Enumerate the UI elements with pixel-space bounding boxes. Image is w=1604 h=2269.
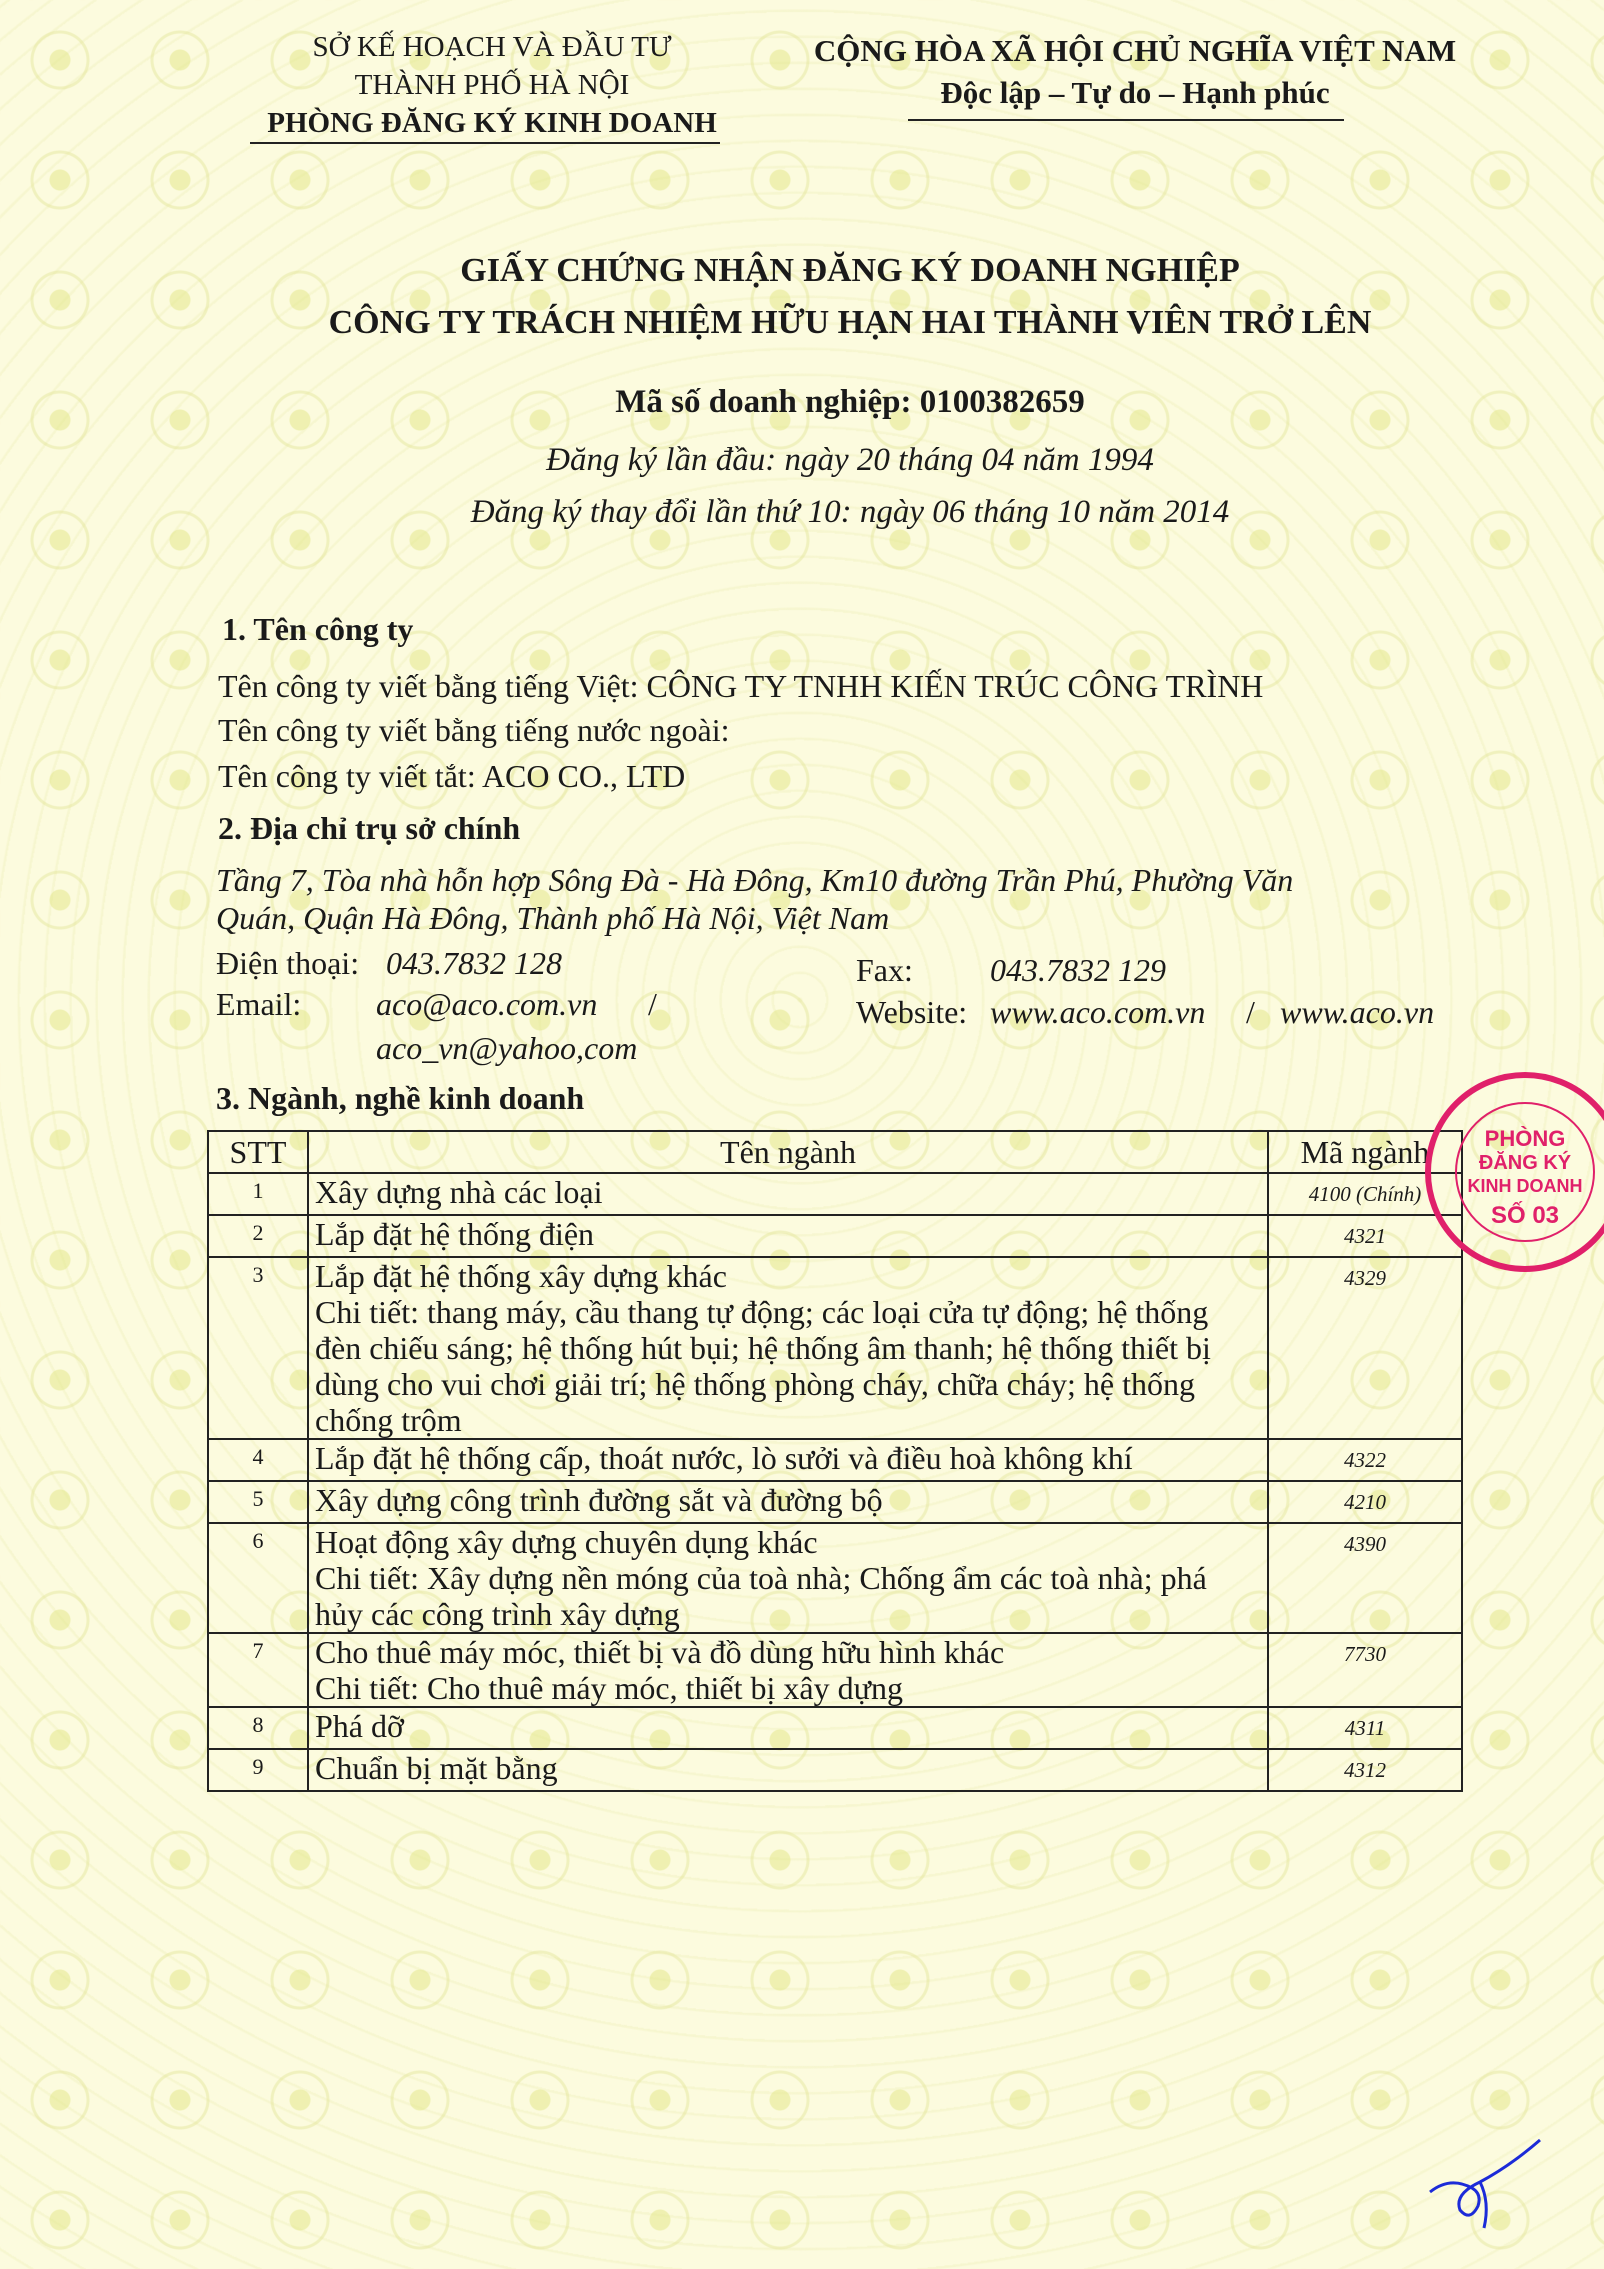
website-primary: www.aco.com.vn xyxy=(990,994,1206,1030)
national-motto: Độc lập – Tự do – Hạnh phúc xyxy=(940,75,1330,110)
row-code: 4321 xyxy=(1268,1215,1462,1257)
row-stt: 5 xyxy=(208,1481,308,1523)
issuer-block xyxy=(232,28,752,142)
row-name-text: Lắp đặt hệ thống cấp, thoát nước, lò sưởi và điều hoà không khí xyxy=(315,1440,1133,1476)
short-name-label: Tên công ty viết tắt: xyxy=(218,758,476,794)
fax-value: 043.7832 129 xyxy=(990,952,1166,988)
row-code: 4322 xyxy=(1268,1439,1462,1481)
row-name-text: Xây dựng nhà các loại xyxy=(315,1174,603,1210)
row-name-text: Lắp đặt hệ thống điện xyxy=(315,1216,595,1252)
row-code: 4210 xyxy=(1268,1481,1462,1523)
email-secondary: aco_vn@yahoo,com xyxy=(376,1030,638,1066)
row-stt: 3 xyxy=(208,1257,308,1439)
short-name-value: ACO CO., LTD xyxy=(481,758,686,794)
row-code: 4311 xyxy=(1268,1707,1462,1749)
row-name-text: Xây dựng công trình đường sắt và đường bộ xyxy=(315,1482,883,1518)
signature-mark xyxy=(1420,2130,1560,2240)
vn-name-label: Tên công ty viết bằng tiếng Việt: xyxy=(218,668,639,704)
row-code: 4100 (Chính) xyxy=(1268,1173,1462,1215)
row-name xyxy=(308,1173,1268,1215)
section1-heading: 1. Tên công ty xyxy=(222,611,414,647)
national-motto-block xyxy=(800,30,1470,114)
row-code: 4329 xyxy=(1268,1257,1462,1439)
vn-name-row xyxy=(218,666,1263,706)
address-line2: Quán, Quận Hà Đông, Thành phố Hà Nội, Việt Nam xyxy=(216,900,890,936)
row-stt: 8 xyxy=(208,1707,308,1749)
table-row xyxy=(208,1439,1462,1481)
col-code-header: Mã ngành xyxy=(1268,1131,1462,1173)
row-name-text: Chuẩn bị mặt bằng xyxy=(315,1750,558,1786)
col-name-header: Tên ngành xyxy=(308,1131,1268,1173)
foreign-name-label: Tên công ty viết bằng tiếng nước ngoài: xyxy=(218,712,730,748)
vn-name-value: CÔNG TY TNHH KIẾN TRÚC CÔNG TRÌNH xyxy=(646,668,1264,704)
table-row xyxy=(208,1707,1462,1749)
seal-line1: PHÒNG xyxy=(1484,1126,1566,1151)
email-label: Email: xyxy=(216,986,302,1022)
col-stt-header: STT xyxy=(208,1131,308,1173)
first-registration-date: Đăng ký lần đầu: ngày 20 tháng 04 năm 1994 xyxy=(546,442,1154,478)
seal-line4: SỐ 03 xyxy=(1490,1202,1560,1229)
row-name xyxy=(308,1707,1268,1749)
row-name xyxy=(308,1523,1268,1633)
enterprise-code: Mã số doanh nghiệp: 0100382659 xyxy=(615,384,1085,420)
row-stt: 6 xyxy=(208,1523,308,1633)
row-name xyxy=(308,1633,1268,1707)
table-row xyxy=(208,1257,1462,1439)
row-name-text: Lắp đặt hệ thống xây dựng khác xyxy=(315,1258,727,1294)
phone-value: 043.7832 128 xyxy=(386,945,562,981)
issuer-dept: SỞ KẾ HOẠCH VÀ ĐẦU TƯ xyxy=(312,31,672,63)
email-separator: / xyxy=(648,986,657,1022)
table-row xyxy=(208,1523,1462,1633)
email-primary: aco@aco.com.vn xyxy=(376,986,598,1022)
table-row xyxy=(208,1481,1462,1523)
phone-label: Điện thoại: xyxy=(216,945,360,981)
row-name-text: Hoạt động xây dựng chuyên dụng khác xyxy=(315,1524,818,1560)
row-stt: 9 xyxy=(208,1749,308,1791)
website-label: Website: xyxy=(856,994,968,1030)
business-lines-table xyxy=(207,1130,1463,1792)
seal-line2: ĐĂNG KÝ xyxy=(1478,1152,1572,1174)
row-code: 4390 xyxy=(1268,1523,1462,1633)
table-row xyxy=(208,1215,1462,1257)
issuer-city: THÀNH PHỐ HÀ NỘI xyxy=(354,69,630,101)
row-stt: 7 xyxy=(208,1633,308,1707)
table-row xyxy=(208,1173,1462,1215)
section3-heading: 3. Ngành, nghề kinh doanh xyxy=(216,1080,585,1116)
row-detail-text: Chi tiết: Xây dựng nền móng của toà nhà; Chống ẩm các toà nhà; phá hủy các công trình xây dựng xyxy=(315,1560,1207,1632)
issuer-underline xyxy=(250,142,720,144)
issuer-office: PHÒNG ĐĂNG KÝ KINH DOANH xyxy=(267,107,717,139)
website-separator: / xyxy=(1246,994,1255,1030)
country-name: CỘNG HÒA XÃ HỘI CHỦ NGHĨA VIỆT NAM xyxy=(813,33,1457,68)
table-row xyxy=(208,1633,1462,1707)
section2-heading: 2. Địa chỉ trụ sở chính xyxy=(218,810,521,846)
row-name xyxy=(308,1257,1268,1439)
row-stt: 2 xyxy=(208,1215,308,1257)
short-name-row xyxy=(218,756,685,796)
document-title: GIẤY CHỨNG NHẬN ĐĂNG KÝ DOANH NGHIỆP xyxy=(460,252,1240,289)
change-registration-date: Đăng ký thay đổi lần thứ 10: ngày 06 tháng 10 năm 2014 xyxy=(470,494,1230,530)
row-stt: 1 xyxy=(208,1173,308,1215)
row-name-text: Phá dỡ xyxy=(315,1708,404,1744)
row-name xyxy=(308,1481,1268,1523)
row-name xyxy=(308,1215,1268,1257)
row-detail-text: Chi tiết: thang máy, cầu thang tự động; các loại cửa tự động; hệ thống đèn chiếu sáng; hệ thống hút bụi; hệ thống âm thanh; hệ thống thiết bị dùng cho vui chơi giải trí; hệ thống phòng cháy, chữa cháy; hệ thống chống trộm xyxy=(315,1294,1211,1438)
row-code: 4312 xyxy=(1268,1749,1462,1791)
fax-label: Fax: xyxy=(856,952,913,988)
seal-line3: KINH DOANH xyxy=(1467,1176,1583,1196)
table-row xyxy=(208,1749,1462,1791)
row-stt: 4 xyxy=(208,1439,308,1481)
table-header-row xyxy=(208,1131,1462,1173)
row-name xyxy=(308,1439,1268,1481)
website-secondary: www.aco.vn xyxy=(1280,994,1435,1030)
row-code: 7730 xyxy=(1268,1633,1462,1707)
document-subtitle: CÔNG TY TRÁCH NHIỆM HỮU HẠN HAI THÀNH VIÊN TRỞ LÊN xyxy=(328,304,1372,341)
address-line1: Tầng 7, Tòa nhà hỗn hợp Sông Đà - Hà Đông, Km10 đường Trần Phú, Phường Văn xyxy=(216,862,1294,898)
row-name xyxy=(308,1749,1268,1791)
row-detail-text: Chi tiết: Cho thuê máy móc, thiết bị xây dựng xyxy=(315,1670,903,1706)
motto-underline xyxy=(908,119,1344,121)
row-name-text: Cho thuê máy móc, thiết bị và đồ dùng hữu hình khác xyxy=(315,1634,1005,1670)
